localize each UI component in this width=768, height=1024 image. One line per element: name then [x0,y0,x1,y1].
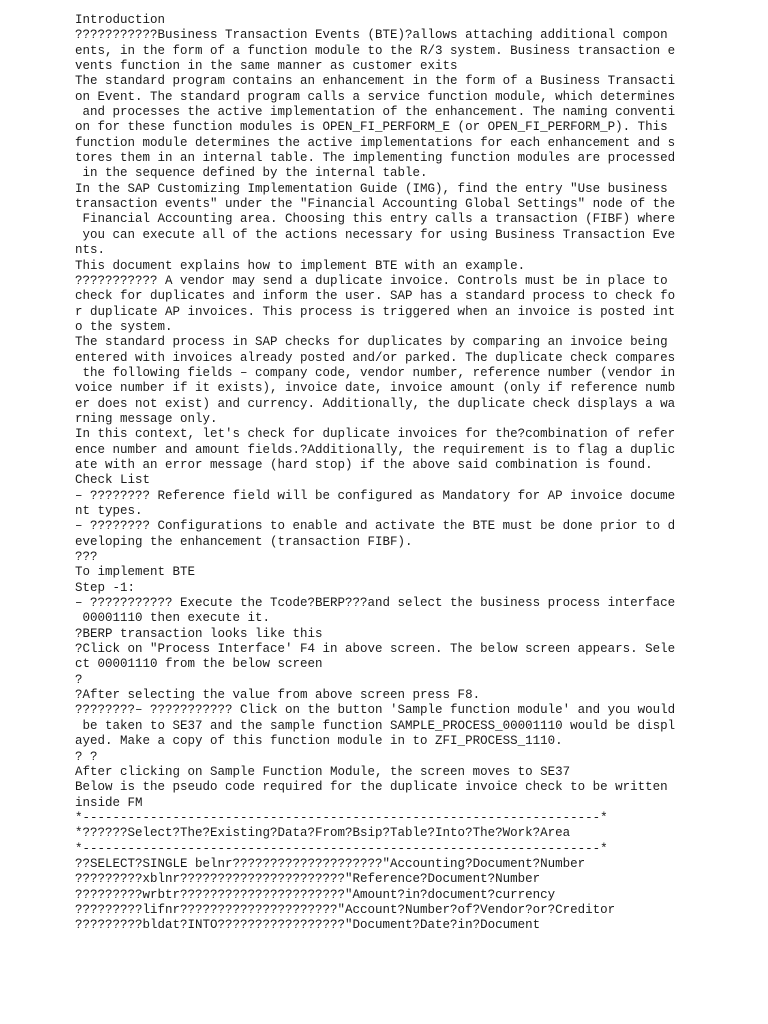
text-line: o the system. [75,319,173,334]
text-line: ??????????? A vendor may send a duplicate invoice. Controls must be in place to [75,273,668,288]
text-line: ?After selecting the value from above screen press F8. [75,688,481,703]
text-line: check for duplicates and inform the user. SAP has a standard process to check fo [75,289,676,304]
text-line: ????????– ??????????? Click on the button 'Sample function module' and you would [75,703,676,718]
text-line: function module determines the active implementations for each enhancement and s [75,135,676,150]
text-line: ?????????lifnr?????????????????????"Account?Number?of?Vendor?or?Creditor [75,902,616,917]
text-line: nts. [75,243,106,258]
text-line: ate with an error message (hard stop) if the above said combination is found. [75,457,653,472]
text-line: eveloping the enhancement (transaction FIBF). [75,534,413,549]
text-line: ?????????wrbtr??????????????????????"Amount?in?document?currency [75,887,556,902]
text-line: To implement BTE [75,565,196,580]
text-line: ?BERP transaction looks like this [75,626,323,641]
text-line: *---------------------------------------------------------------------* [75,810,608,825]
text-line: The standard program contains an enhancement in the form of a Business Transacti [75,74,676,89]
text-line: ? ? [75,749,98,764]
text-line: ?Click on "Process Interface' F4 in above screen. The below screen appears. Sele [75,642,676,657]
text-line: the following fields – company code, vendor number, reference number (vendor in [75,365,676,380]
text-line: – ??????????? Execute the Tcode?BERP???and select the business process interface [75,596,676,611]
text-line: voice number if it exists), invoice date, invoice amount (only if reference numb [75,381,676,396]
text-line: In the SAP Customizing Implementation Guide (IMG), find the entry "Use business [75,181,668,196]
text-line: Below is the pseudo code required for the duplicate invoice check to be written [75,780,668,795]
text-line: inside FM [75,795,143,810]
text-line: 00001110 then execute it. [75,611,271,626]
text-line: entered with invoices already posted and/or parked. The duplicate check compares [75,350,676,365]
text-line: ??SELECT?SINGLE belnr????????????????????"Accounting?Document?Number [75,856,586,871]
text-line: in the sequence defined by the internal table. [75,166,428,181]
text-line: er does not exist) and currency. Additionally, the duplicate check displays a wa [75,396,676,411]
text-line: ??? [75,550,98,565]
text-line: tores them in an internal table. The implementing function modules are processed [75,151,676,166]
text-line: on for these function modules is OPEN_FI_PERFORM_E (or OPEN_FI_PERFORM_P). This [75,120,668,135]
text-line: be taken to SE37 and the sample function SAMPLE_PROCESS_00001110 would be displ [75,718,676,733]
text-line: nt types. [75,504,143,518]
text-line: This document explains how to implement BTE with an example. [75,258,526,273]
text-line: Check List [75,473,151,488]
text-line: rning message only. [75,411,218,426]
text-line: – ???????? Reference field will be configured as Mandatory for AP invoice docume [75,488,676,503]
text-line: ???????????Business Transaction Events (BTE)?allows attaching additional compon [75,28,668,43]
text-line: transaction events" under the "Financial Accounting Global Settings" node of the [75,197,676,212]
text-line: ?????????bldat?INTO?????????????????"Document?Date?in?Document [75,918,541,933]
text-line: you can execute all of the actions necessary for using Business Transaction Eve [75,227,676,242]
text-line: vents function in the same manner as customer exits [75,59,458,74]
text-line: In this context, let's check for duplicate invoices for the?combination of refer [75,427,676,442]
text-line: and processes the active implementation of the enhancement. The naming conventi [75,105,676,120]
text-line: ents, in the form of a function module to the R/3 system. Business transaction e [75,43,676,58]
text-line: – ???????? Configurations to enable and activate the BTE must be done prior to d [75,519,676,534]
text-line: After clicking on Sample Function Module, the screen moves to SE37 [75,764,571,779]
text-line: Introduction [75,13,166,27]
text-line: ? [75,672,83,687]
text-line: *??????Select?The?Existing?Data?From?Bsip?Table?Into?The?Work?Area [75,826,571,841]
text-line: on Event. The standard program calls a service function module, which determines [75,89,676,104]
text-line: ayed. Make a copy of this function module in to ZFI_PROCESS_1110. [75,734,563,749]
text-line: *---------------------------------------------------------------------* [75,841,608,856]
text-line: ence number and amount fields.?Additionally, the requirement is to flag a duplic [75,442,676,457]
document-text [75,13,675,934]
text-line: r duplicate AP invoices. This process is triggered when an invoice is posted int [75,304,676,319]
text-line: ct 00001110 from the below screen [75,657,323,672]
text-line: The standard process in SAP checks for duplicates by comparing an invoice being [75,335,668,350]
text-line: Step -1: [75,580,136,595]
text-line: ?????????xblnr??????????????????????"Reference?Document?Number [75,872,541,887]
text-line: Financial Accounting area. Choosing this entry calls a transaction (FIBF) where [75,212,676,227]
